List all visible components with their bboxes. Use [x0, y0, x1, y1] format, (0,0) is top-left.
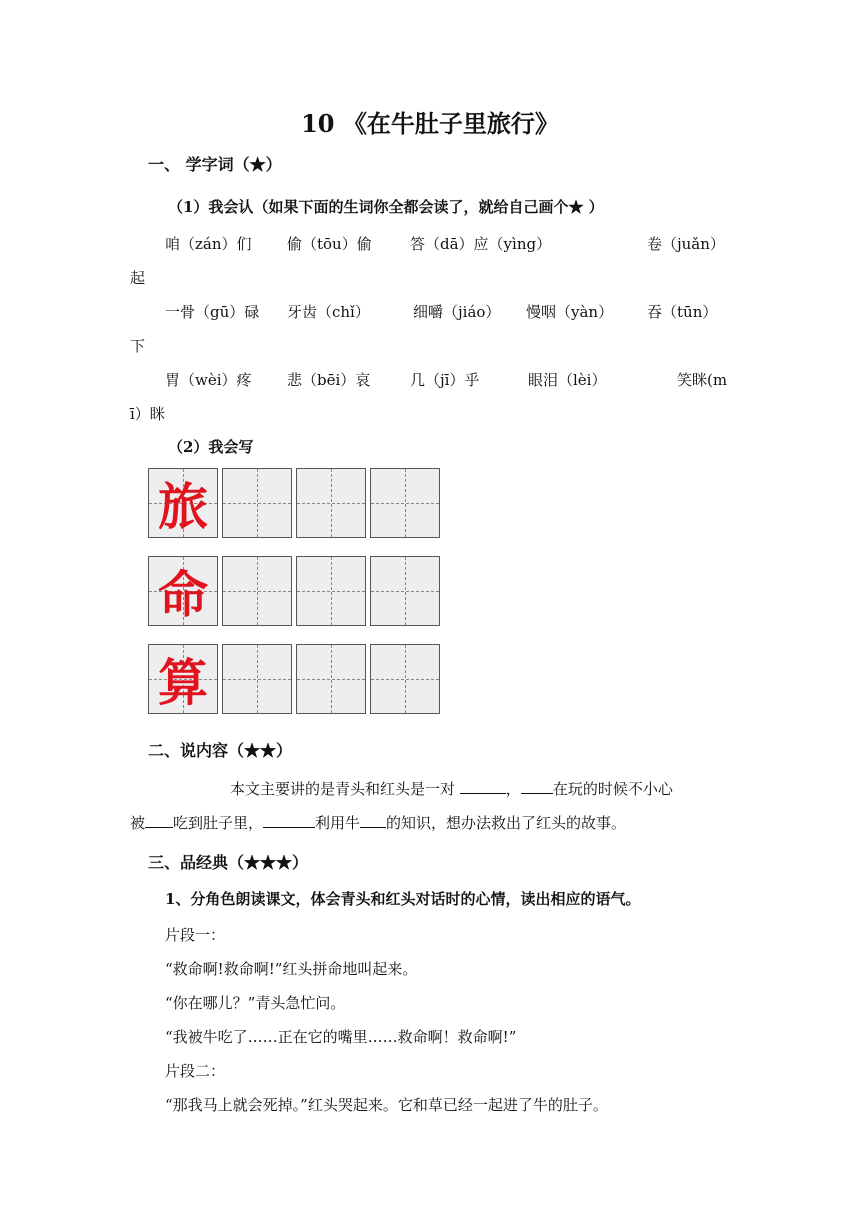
model-character: 旅: [158, 477, 208, 536]
vocab-wrap: 下: [130, 337, 146, 355]
vocab-item: 一骨（gū）碌: [165, 303, 260, 321]
summary-text: 利用牛: [315, 814, 361, 832]
answer-blank[interactable]: [145, 827, 173, 828]
section2-heading: 二、说内容（★★）: [148, 741, 293, 760]
vocab-item: 慢咽（yàn）: [526, 303, 614, 321]
vocab-wrap: ī）眯: [130, 405, 165, 423]
writing-cell[interactable]: [296, 468, 366, 538]
page-title: 10 《在牛肚子里旅行》: [301, 109, 559, 138]
summary-text: ，: [505, 780, 521, 798]
excerpt-label: 片段一：: [165, 926, 226, 944]
dialogue-line: “那我马上就会死掉。”红头哭起来。它和草已经一起进了牛的肚子。: [165, 1096, 608, 1114]
excerpt-label: 片段二：: [165, 1062, 226, 1080]
vocab-item: 悲（bēi）哀: [287, 371, 371, 389]
reading-task: 1、分角色朗读课文，体会青头和红头对话时的心情，读出相应的语气。: [165, 890, 641, 908]
writing-cell[interactable]: [222, 468, 292, 538]
answer-blank[interactable]: [360, 827, 386, 828]
summary-line-1: [130, 778, 673, 799]
writing-grid-row: [148, 644, 440, 714]
summary-text: 在玩的时候不小心: [552, 780, 673, 798]
vocab-item: 偷（tōu）偷: [287, 235, 372, 253]
writing-cell[interactable]: [296, 556, 366, 626]
vocab-item: 牙齿（chǐ）: [287, 303, 370, 321]
section1-heading: 一、 学字词（★）: [148, 155, 282, 174]
writing-cell[interactable]: [370, 556, 440, 626]
writing-cell: [148, 644, 218, 714]
section3-heading: 三、品经典（★★★）: [148, 853, 309, 872]
writing-grid-row: [148, 468, 440, 538]
dialogue-line: “救命啊!救命啊!”红头拼命地叫起来。: [165, 960, 418, 978]
part2-heading: （2）我会写: [168, 438, 254, 456]
vocab-item: 咱（zán）们: [165, 235, 252, 253]
vocab-item: 几（jī）乎: [410, 371, 480, 389]
vocab-item: 眼泪（lèi）: [528, 371, 607, 389]
vocab-item: 胃（wèi）疼: [165, 371, 252, 389]
part1-heading: （1）我会认（如果下面的生词你全都会读了，就给自己画个★ ）: [168, 198, 604, 216]
vocab-item: 卷（juǎn）: [647, 235, 725, 253]
writing-cell[interactable]: [370, 468, 440, 538]
writing-cell: [148, 468, 218, 538]
dialogue-line: “我被牛吃了……正在它的嘴里……救命啊！救命啊!”: [165, 1028, 517, 1046]
answer-blank[interactable]: [263, 827, 315, 828]
writing-grid-row: [148, 556, 440, 626]
summary-text: 的知识，想办法救出了红头的故事。: [386, 814, 627, 832]
model-character: 算: [158, 653, 208, 712]
answer-blank[interactable]: [521, 793, 553, 794]
vocab-wrap: 起: [130, 269, 146, 287]
writing-cell[interactable]: [222, 556, 292, 626]
vocab-item: 答（dā）应（yìng）: [410, 235, 552, 253]
writing-cell[interactable]: [222, 644, 292, 714]
writing-cell: [148, 556, 218, 626]
dialogue-line: “你在哪儿？”青头急忙问。: [165, 994, 346, 1012]
writing-cell[interactable]: [370, 644, 440, 714]
answer-blank[interactable]: [460, 793, 506, 794]
summary-text: 吃到肚子里，: [173, 814, 264, 832]
vocab-item: 笑眯(m: [677, 371, 728, 389]
writing-cell[interactable]: [296, 644, 366, 714]
summary-text: 被: [130, 814, 146, 832]
model-character: 命: [158, 565, 208, 624]
summary-text: 本文主要讲的是青头和红头是一对: [230, 780, 456, 798]
summary-line-2: [130, 812, 626, 833]
vocab-item: 细嚼（jiáo）: [413, 303, 501, 321]
vocab-item: 吞（tūn）: [647, 303, 718, 321]
